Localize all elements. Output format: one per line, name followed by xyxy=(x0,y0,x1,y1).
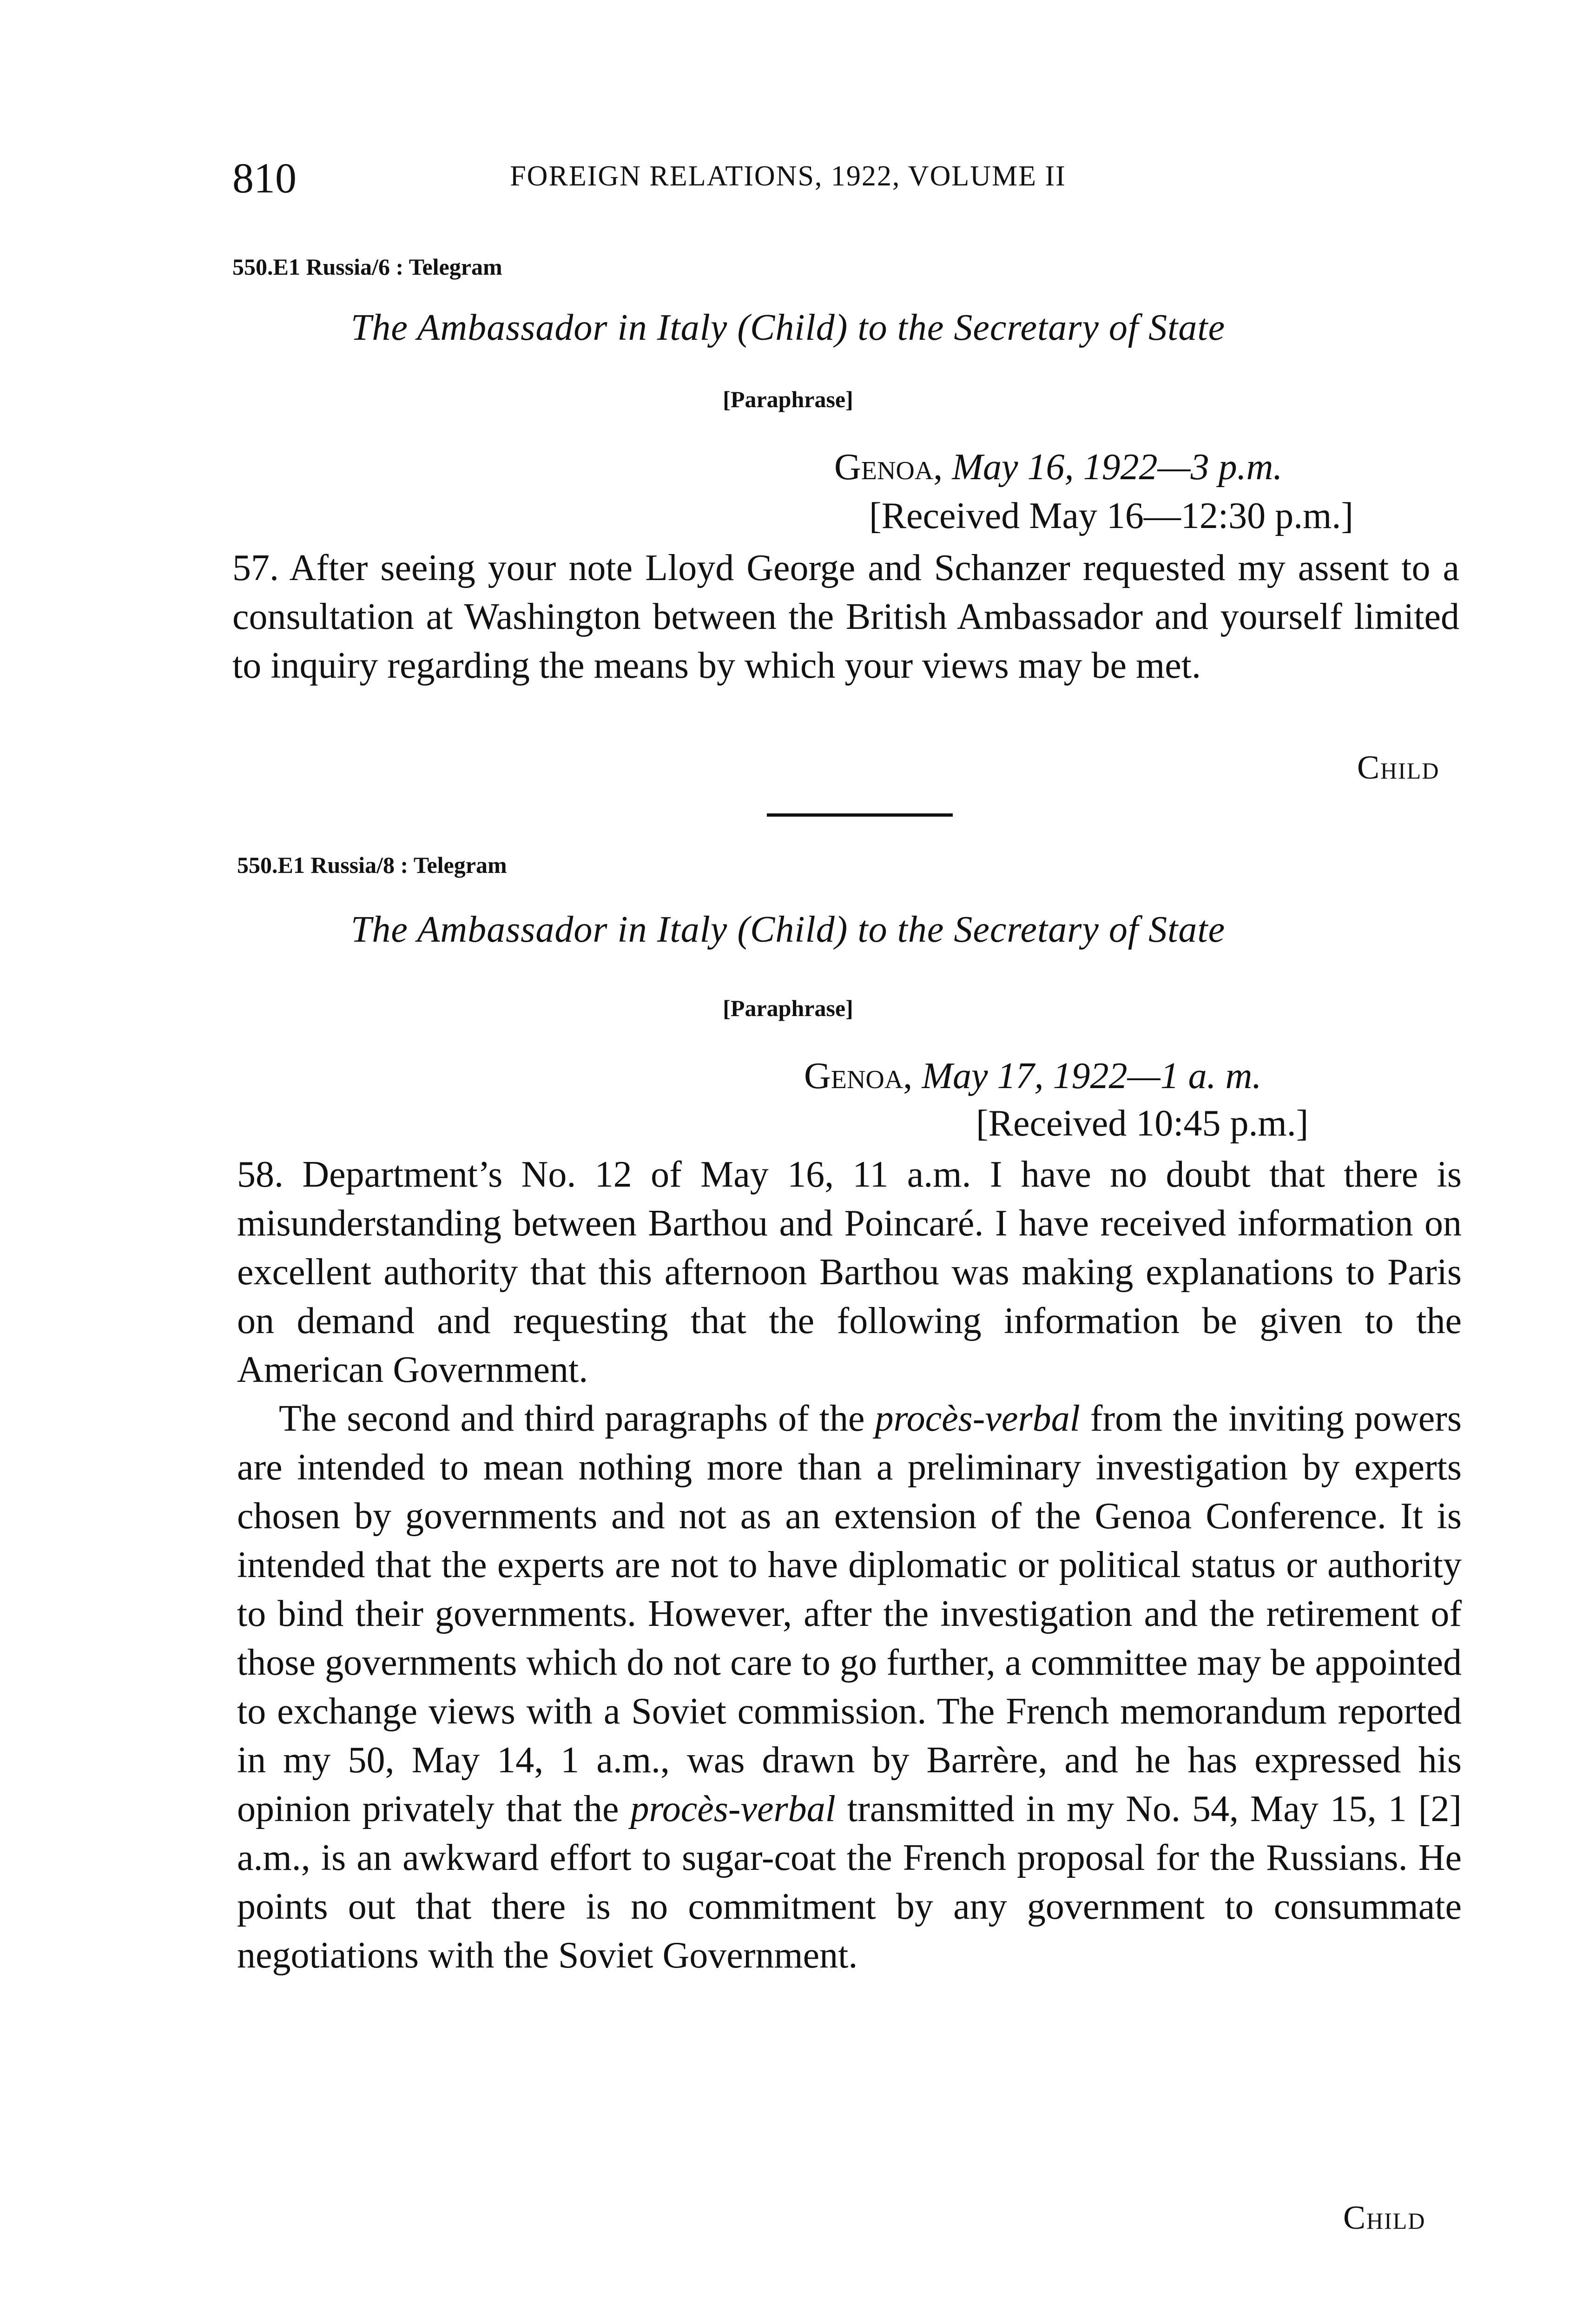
file-reference-1: 550.E1 Russia/6 : Telegram xyxy=(232,254,502,280)
document-title-2: The Ambassador in Italy (Child) to the Secretary of State xyxy=(350,909,1226,950)
dateline-2 xyxy=(804,1055,1261,1097)
paragraph xyxy=(237,1394,1462,1980)
received-line-1: [Received May 16—12:30 p.m.] xyxy=(869,495,1353,536)
running-head xyxy=(0,153,1576,209)
signature-1: Child xyxy=(1357,749,1440,786)
file-reference-2: 550.E1 Russia/8 : Telegram xyxy=(237,852,507,878)
dateline-place-1: Genoa, xyxy=(834,447,943,488)
dateline-place-2: Genoa, xyxy=(804,1056,913,1096)
dateline-date-2: May 17, 1922—1 a. m. xyxy=(922,1056,1262,1096)
paraphrase-label-2: [Paraphrase] xyxy=(723,995,853,1021)
italic-term: procès-verbal xyxy=(875,1398,1080,1439)
text-run: from the inviting powers are intended to mean nothing more than a preliminary investigation by experts chosen by governments and not as an extension of the Genoa Conference. It is intended that the experts are not to have diplomatic or political status or authority to bind their governments. However, after the investigation and the retirement of those governments which do not care to go further, a committee may be appointed to exchange views with a Soviet commission. The French memorandum reported in my 50, May 14, 1 a.m., was drawn by Barrère, and he has expressed his opinion privately that the xyxy=(237,1398,1462,1829)
running-title: FOREIGN RELATIONS, 1922, VOLUME II xyxy=(510,160,1066,192)
text-run: transmitted in my No. 54, May 15, 1 [2] a.m., is an awkward effort to sugar-coat the French proposal for the Russians. He points out that there is no commitment by any government to consummate negotiations with the Soviet Government. xyxy=(237,1789,1462,1976)
document-body-1 xyxy=(232,544,1459,690)
document-title-1: The Ambassador in Italy (Child) to the Secretary of State xyxy=(350,307,1226,348)
separator-rule xyxy=(767,813,953,817)
dateline-date-1: May 16, 1922—3 p.m. xyxy=(952,447,1283,488)
paragraph: 57. After seeing your note Lloyd George and Schanzer requested my assent to a consultation at Washington between the British Ambassador and yourself limited to inquiry regarding the means by which your views may be met. xyxy=(232,548,1459,686)
document-body-2 xyxy=(237,1150,1462,1980)
signature-2: Child xyxy=(1343,2199,1426,2236)
dateline-1 xyxy=(834,446,1282,489)
paragraph: 58. Department’s No. 12 of May 16, 11 a.m. I have no doubt that there is misunderstanding between Barthou and Poincaré. I have received information on excellent authority that this afternoon Barthou was making explanations to Paris on demand and requesting that the following information be given to the American Government. xyxy=(237,1154,1462,1390)
page-number: 810 xyxy=(232,154,297,202)
paraphrase-label-1: [Paraphrase] xyxy=(723,386,853,412)
italic-term: procès-verbal xyxy=(630,1789,836,1829)
received-line-2: [Received 10:45 p.m.] xyxy=(976,1103,1309,1144)
text-run: The second and third paragraphs of the xyxy=(279,1398,875,1439)
